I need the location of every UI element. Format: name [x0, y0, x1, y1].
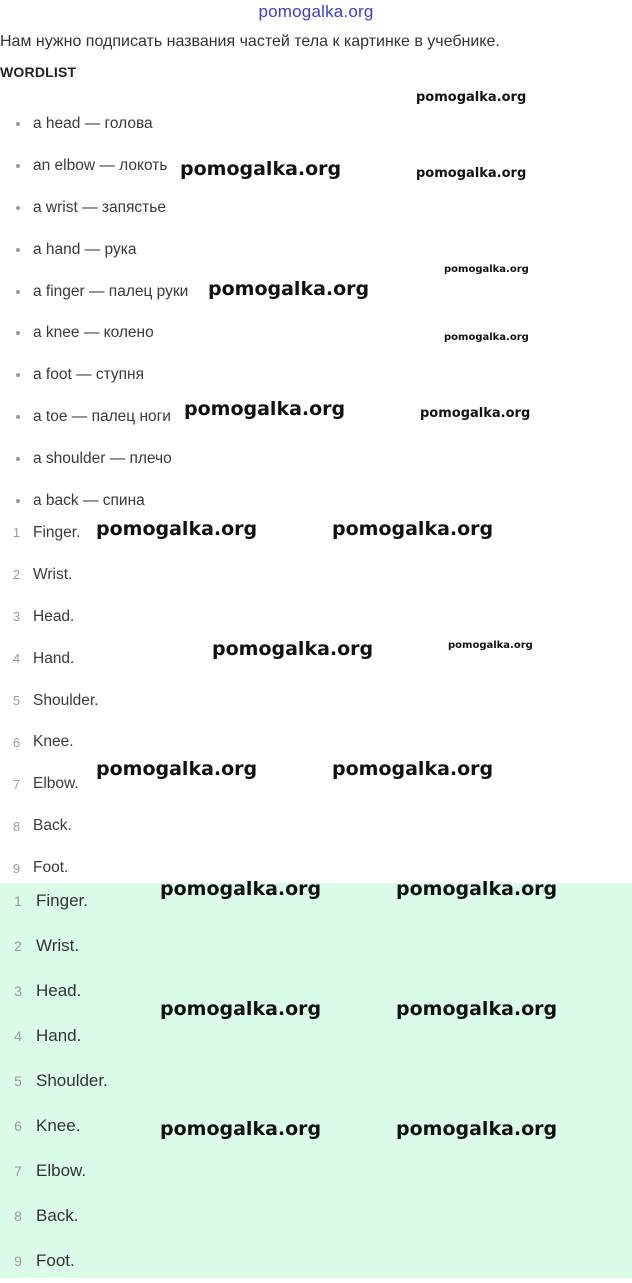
watermark: pomogalka.org — [444, 332, 529, 343]
watermark: pomogalka.org — [160, 998, 322, 1020]
answer-number: 5 — [14, 1072, 22, 1089]
answer-item — [0, 878, 108, 923]
list-item-text: a knee — колено — [33, 324, 154, 342]
answer-number: 5 — [12, 693, 21, 708]
answer-text: Finger. — [33, 523, 81, 541]
watermark: pomogalka.org — [420, 406, 531, 421]
watermark: pomogalka.org — [448, 640, 533, 651]
site-title[interactable]: pomogalka.org — [258, 2, 374, 21]
watermark: pomogalka.org — [160, 1118, 322, 1140]
answer-number: 9 — [14, 1252, 22, 1269]
answer-number: 1 — [12, 525, 21, 541]
answer-text: Hand. — [36, 1025, 82, 1045]
answer-item — [0, 721, 99, 763]
wordlist-heading: WORDLIST — [0, 64, 77, 80]
answer-item — [0, 923, 108, 968]
watermark: pomogalka.org — [396, 1118, 558, 1140]
list-item-text: a back — спина — [33, 491, 145, 509]
answer-item — [0, 554, 99, 596]
answer-item — [0, 805, 99, 847]
answer-text: Knee. — [36, 1115, 81, 1135]
answer-number: 2 — [14, 937, 22, 954]
answer-item — [0, 1238, 108, 1283]
answer-number: 4 — [14, 1027, 22, 1044]
list-item — [0, 438, 188, 480]
answer-text: Foot. — [36, 1250, 75, 1270]
list-item-text: an elbow — локоть — [33, 156, 168, 174]
answer-number: 8 — [14, 1207, 22, 1224]
watermark: pomogalka.org — [184, 398, 346, 420]
answer-item — [0, 638, 99, 680]
intro-text: Нам нужно подписать названия частей тела к картинке в учебнике. — [0, 33, 500, 50]
answer-number: 7 — [14, 1162, 22, 1179]
list-item-text: a wrist — запястье — [33, 198, 166, 216]
bullet-icon — [16, 373, 20, 377]
answer-number: 6 — [12, 734, 21, 750]
list-item — [0, 103, 188, 145]
answer-text: Back. — [36, 1205, 79, 1225]
bullet-icon — [16, 415, 20, 419]
answer-item — [0, 1103, 108, 1148]
watermark: pomogalka.org — [396, 878, 558, 900]
answer-text: Finger. — [36, 890, 88, 910]
watermark: pomogalka.org — [332, 518, 494, 540]
bullet-icon — [16, 122, 20, 126]
list-item-text: a shoulder — плечо — [33, 450, 172, 468]
list-item — [0, 396, 188, 438]
watermark: pomogalka.org — [444, 264, 529, 275]
answer-text: Wrist. — [36, 935, 80, 955]
answer-text: Hand. — [33, 649, 75, 667]
answer-text: Foot. — [33, 859, 69, 877]
watermark: pomogalka.org — [396, 998, 558, 1020]
list-item — [0, 229, 188, 271]
watermark: pomogalka.org — [96, 758, 258, 780]
answer-item — [0, 968, 108, 1013]
bullet-icon — [16, 206, 20, 210]
watermark: pomogalka.org — [208, 278, 370, 300]
answer-number: 1 — [14, 892, 22, 909]
wordlist — [0, 103, 188, 522]
list-item-text: a toe — палец ноги — [33, 408, 171, 426]
watermark: pomogalka.org — [212, 638, 374, 660]
answer-item — [0, 1013, 108, 1058]
answer-list — [0, 512, 99, 889]
answer-text: Elbow. — [36, 1160, 87, 1180]
watermark: pomogalka.org — [416, 90, 527, 105]
watermark: pomogalka.org — [180, 158, 342, 180]
answer-text: Elbow. — [33, 775, 79, 793]
list-item — [0, 354, 188, 396]
answer-text: Knee. — [33, 733, 74, 751]
answer-number: 9 — [12, 860, 21, 876]
answer-number: 3 — [14, 982, 22, 999]
list-item — [0, 145, 188, 187]
highlighted-answer-list — [0, 878, 108, 1283]
answer-number: 6 — [14, 1117, 22, 1134]
answer-text: Shoulder. — [33, 691, 99, 709]
answer-item — [0, 1058, 108, 1103]
answer-number: 7 — [12, 776, 21, 792]
bullet-icon — [16, 290, 20, 294]
answer-item — [0, 512, 99, 554]
list-item — [0, 187, 188, 229]
watermark: pomogalka.org — [332, 758, 494, 780]
list-item-text: a hand — рука — [33, 240, 137, 258]
list-item — [0, 271, 188, 313]
answer-number: 3 — [12, 609, 21, 625]
bullet-icon — [16, 499, 20, 503]
answer-text: Head. — [33, 607, 75, 625]
answer-number: 2 — [12, 567, 21, 583]
answer-item — [0, 763, 99, 805]
answer-item — [0, 1193, 108, 1238]
list-item — [0, 312, 188, 354]
answer-item — [0, 680, 99, 722]
bullet-icon — [16, 457, 20, 461]
watermark: pomogalka.org — [160, 878, 322, 900]
answer-text: Wrist. — [33, 565, 73, 583]
list-item-text: a foot — ступня — [33, 366, 145, 384]
list-item-text: a head — голова — [33, 114, 153, 132]
list-item-text: a finger — палец руки — [33, 282, 189, 300]
answer-text: Shoulder. — [36, 1070, 108, 1090]
answer-number: 8 — [12, 818, 21, 834]
answer-item — [0, 1148, 108, 1193]
answer-item — [0, 596, 99, 638]
answer-text: Head. — [36, 980, 82, 1000]
answer-number: 4 — [12, 651, 21, 667]
bullet-icon — [16, 331, 20, 335]
answer-text: Back. — [33, 817, 72, 835]
bullet-icon — [16, 164, 20, 168]
bullet-icon — [16, 248, 20, 252]
watermark: pomogalka.org — [96, 518, 258, 540]
watermark: pomogalka.org — [416, 166, 527, 181]
